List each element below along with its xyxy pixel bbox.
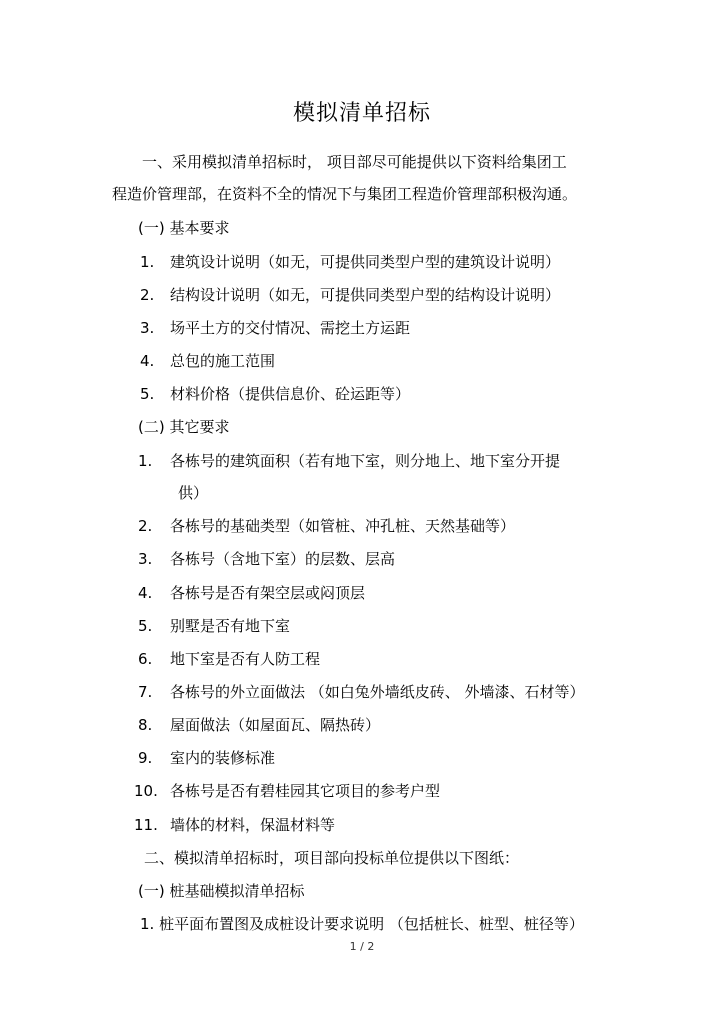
item-number: 3. bbox=[138, 550, 153, 568]
page-number: 1 / 2 bbox=[349, 940, 375, 953]
item-number: 2. bbox=[138, 517, 153, 535]
part-2-item: 1. 桩平面布置图及成桩设计要求说明 （包括桩长、桩型、桩径等） bbox=[140, 915, 584, 933]
item-text: 材料价格（提供信息价、砼运距等） bbox=[170, 385, 411, 403]
item-text-continuation: 供） bbox=[178, 484, 209, 502]
item-text: 室内的装修标准 bbox=[170, 749, 276, 767]
item-number: 3. bbox=[140, 319, 155, 337]
item-text: 各栋号的基础类型（如管桩、冲孔桩、天然基础等） bbox=[170, 517, 516, 535]
item-number: 11. bbox=[134, 816, 158, 834]
part-2-heading: (一) 桩基础模拟清单招标 bbox=[138, 882, 305, 900]
item-text: 墙体的材料，保温材料等 bbox=[170, 816, 336, 834]
intro-line-1: 一、采用模拟清单招标时， 项目部尽可能提供以下资料给集团工 bbox=[142, 153, 567, 171]
item-text: 场平土方的交付情况、需挖土方运距 bbox=[170, 319, 411, 337]
item-text: 各栋号的建筑面积（若有地下室，则分地上、地下室分开提 bbox=[170, 452, 561, 470]
item-text: 各栋号是否有碧桂园其它项目的参考户型 bbox=[170, 782, 441, 800]
item-number: 2. bbox=[140, 286, 155, 304]
item-number: 5. bbox=[140, 385, 155, 403]
item-text: 各栋号是否有架空层或闷顶层 bbox=[170, 584, 366, 602]
item-number: 1. bbox=[140, 253, 155, 271]
item-text: 地下室是否有人防工程 bbox=[170, 650, 321, 668]
item-number: 9. bbox=[138, 749, 153, 767]
item-number: 4. bbox=[138, 584, 153, 602]
section-2-heading: (二) 其它要求 bbox=[138, 418, 230, 436]
item-text: 建筑设计说明（如无，可提供同类型户型的建筑设计说明） bbox=[170, 253, 561, 271]
intro-line-2: 程造价管理部，在资料不全的情况下与集团工程造价管理部积极沟通。 bbox=[112, 185, 578, 203]
item-text: 各栋号的外立面做法 （如白兔外墙纸皮砖、 外墙漆、石材等） bbox=[170, 683, 585, 701]
item-number: 10. bbox=[134, 782, 158, 800]
item-text: 屋面做法（如屋面瓦、隔热砖） bbox=[170, 716, 381, 734]
item-number: 5. bbox=[138, 617, 153, 635]
section-1-heading: (一) 基本要求 bbox=[138, 219, 230, 237]
item-number: 4. bbox=[140, 352, 155, 370]
item-text: 总包的施工范围 bbox=[170, 352, 276, 370]
item-number: 8. bbox=[138, 716, 153, 734]
item-number: 6. bbox=[138, 650, 153, 668]
item-text: 别墅是否有地下室 bbox=[170, 617, 291, 635]
page-title: 模拟清单招标 bbox=[292, 101, 431, 126]
item-text: 各栋号（含地下室）的层数、层高 bbox=[170, 550, 396, 568]
item-text: 结构设计说明（如无，可提供同类型户型的结构设计说明） bbox=[170, 286, 561, 304]
part-2-line: 二、模拟清单招标时，项目部向投标单位提供以下图纸： bbox=[144, 849, 520, 867]
item-number: 7. bbox=[138, 683, 153, 701]
item-number: 1. bbox=[138, 452, 153, 470]
